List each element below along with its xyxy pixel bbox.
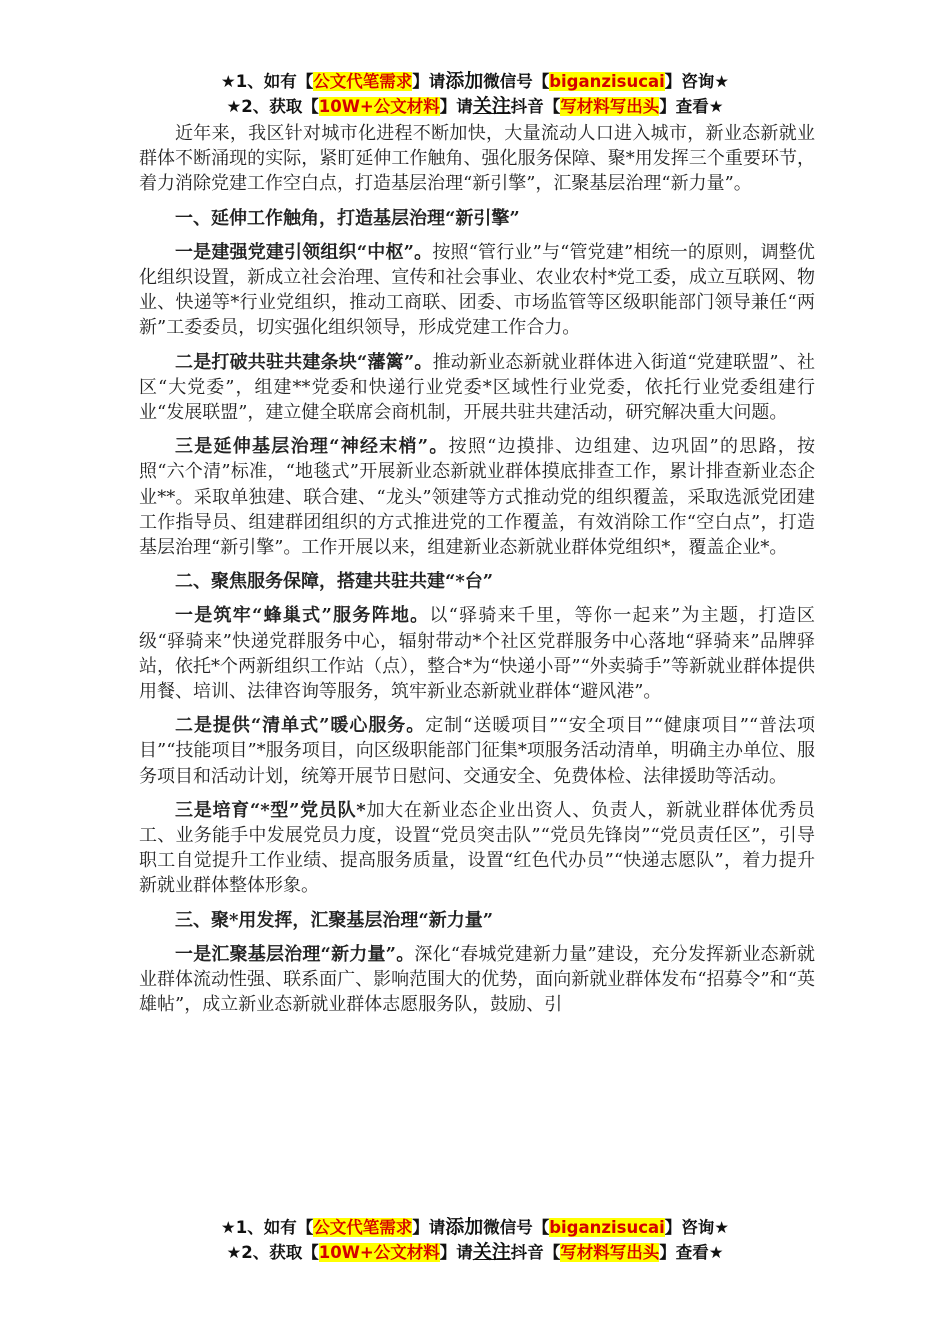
promo-line-2 — [0, 1240, 950, 1265]
section-paragraph — [139, 603, 815, 704]
paragraph-text: 加大在新业态企业出资人、负责人，新就业群体优秀员工、业务能手中发展党员力度，设置“党员突击队”“党员先锋岗”“党员责任区”，引导职工自觉提升工作业绩、提高服务质量，设置“红色代办员”“快递志愿队”，着力提升新就业群体整体形象。 — [139, 799, 815, 897]
promo-emphasis: 关注 — [472, 95, 511, 117]
section-heading: 一、延伸工作触角，打造基层治理“新引擎” — [175, 207, 520, 229]
promo-text: ★1、如有【 — [220, 1218, 314, 1237]
promo-line-1 — [0, 69, 950, 94]
promo-text: ★2、获取【 — [226, 97, 319, 116]
promo-highlight: 公文代笔需求 — [313, 72, 413, 91]
promo-text: 抖音【 — [510, 1243, 561, 1262]
promo-emphasis: 添加 — [445, 1216, 484, 1238]
promo-text: 微信号【 — [483, 1218, 550, 1237]
section-paragraph — [139, 434, 815, 560]
section-paragraph — [139, 798, 815, 899]
footer-promo-banner — [0, 1215, 950, 1265]
promo-douyin-id: 写材料写出头 — [560, 97, 660, 116]
paragraph-lead: 一是建强党建引领组织“中枢”。 — [175, 241, 433, 263]
promo-text: 】请 — [439, 1243, 473, 1262]
promo-text: 】查看★ — [659, 97, 724, 116]
paragraph-text: 按照“边摸排、边组建、边巩固”的思路，按照“六个清”标准，“地毯式”开展新业态新就业群体摸底排查工作，累计排查新业态企业**。采取单独建、联合建、“龙头”领建等方式推动党的组织覆盖，采取选派党团建工作指导员、组建群团组织的方式推进党的工作覆盖，有效消除工作“空白点”，打造基层治理“新引擎”。工作开展以来，组建新业态新就业群体党组织*，覆盖企业*。 — [139, 436, 815, 559]
paragraph-text: 以“驿骑来千里，等你一起来”为主题，打造区级“驿骑来”快递党群服务中心，辐射带动*个社区党群服务中心落地“驿骑来”品牌驿站，依托*个两新组织工作站（点），整合*为“快递小哥”“外卖骑手”等新就业群体提供用餐、培训、法律咨询等服务，筑牢新业态新就业群体“避风港”。 — [139, 605, 815, 703]
promo-text: 微信号【 — [483, 72, 550, 91]
promo-text: 】咨询★ — [664, 1218, 730, 1237]
promo-text: 抖音【 — [510, 97, 561, 116]
section-heading: 三、聚*用发挥，汇聚基层治理“新力量” — [175, 909, 494, 931]
promo-text: ★2、获取【 — [226, 1243, 319, 1262]
article-body — [139, 121, 815, 1018]
promo-text: 】请 — [412, 1218, 446, 1237]
paragraph-text: 定制“送暖项目”“安全项目”“健康项目”“普法项目”“技能项目”*服务项目，向区级职能部门征集*项服务活动清单，明确主办单位、服务项目和活动计划，统筹开展节日慰问、交通安全、免费体检、法律援助等活动。 — [139, 715, 815, 787]
promo-text: 】咨询★ — [664, 72, 730, 91]
paragraph-lead: 一是汇聚基层治理“新力量”。 — [175, 943, 415, 965]
paragraph-lead: 三是延伸基层治理“神经末梢”。 — [175, 436, 449, 458]
section-paragraph — [139, 713, 815, 789]
paragraph-text: 按照“管行业”与“管党建”相统一的原则，调整优化组织设置，新成立社会治理、宣传和社会事业、农业农村*党工委，成立互联网、物业、快递等*行业党组织，推动工商联、团委、市场监管等区级职能部门领导兼任“两新”工委委员，切实强化组织领导，形成党建工作合力。 — [139, 241, 815, 339]
promo-text: 】请 — [439, 97, 473, 116]
promo-douyin-id: 写材料写出头 — [560, 1243, 660, 1262]
paragraph-lead: 二是提供“清单式”暖心服务。 — [175, 715, 426, 737]
promo-text: 】查看★ — [659, 1243, 724, 1262]
promo-line-1 — [0, 1215, 950, 1240]
section-paragraph — [139, 350, 815, 426]
promo-wechat-id: biganzisucai — [549, 1218, 665, 1237]
promo-highlight: 10W+公文材料 — [318, 1243, 440, 1262]
section-paragraph — [139, 942, 815, 1018]
promo-highlight: 10W+公文材料 — [318, 97, 440, 116]
section-paragraph — [139, 240, 815, 341]
promo-text: ★1、如有【 — [220, 72, 314, 91]
promo-highlight: 公文代笔需求 — [313, 1218, 413, 1237]
promo-emphasis: 关注 — [472, 1241, 511, 1263]
paragraph-lead: 二是打破共驻共建条块“藩篱”。 — [175, 351, 433, 373]
article-intro: 近年来，我区针对城市化进程不断加快，大量流动人口进入城市，新业态新就业群体不断涌现的实际，紧盯延伸工作触角、强化服务保障、聚*用发挥三个重要环节，着力消除党建工作空白点，打造基层治理“新引擎”，汇聚基层治理“新力量”。 — [139, 123, 815, 195]
header-promo-banner — [0, 69, 950, 119]
promo-emphasis: 添加 — [445, 70, 484, 92]
promo-wechat-id: biganzisucai — [549, 72, 665, 91]
section-heading: 二、聚焦服务保障，搭建共驻共建“*台” — [175, 571, 494, 593]
paragraph-text: 深化“春城党建新力量”建设，充分发挥新业态新就业群体流动性强、联系面广、影响范围大的优势，面向新就业群体发布“招募令”和“英雄帖”，成立新业态新就业群体志愿服务队，鼓励、引 — [139, 943, 815, 1016]
promo-line-2 — [0, 94, 950, 119]
paragraph-lead: 三是培育“*型”党员队* — [175, 799, 366, 821]
paragraph-lead: 一是筑牢“蜂巢式”服务阵地。 — [175, 605, 430, 627]
promo-text: 】请 — [412, 72, 446, 91]
paragraph-text: 推动新业态新就业群体进入街道“党建联盟”、社区“大党委”，组建**党委和快递行业党委*区域性行业党委，依托行业党委组建行业“发展联盟”，建立健全联席会商机制，开展共驻共建活动，研究解决重大问题。 — [139, 351, 815, 424]
